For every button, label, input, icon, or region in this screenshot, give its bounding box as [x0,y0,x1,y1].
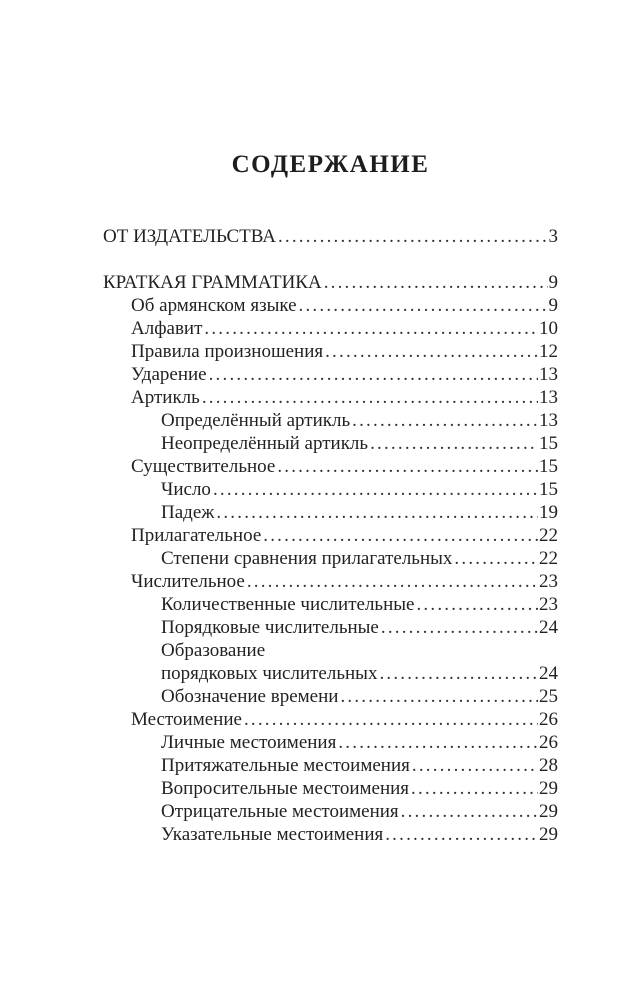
toc-dot-leader [411,777,538,800]
toc-entry-label: Порядковые числительные [161,617,379,638]
toc-dot-leader [277,455,538,478]
toc-page-number: 3 [548,226,558,247]
toc-page-number: 10 [539,318,558,339]
toc-entry-label: Числительное [131,571,245,592]
toc-entry-label: Местоимение [131,709,242,730]
toc-page-number: 15 [539,479,558,500]
toc-entry [103,317,558,340]
toc-page-number: 24 [539,617,558,638]
toc-page-number: 15 [539,433,558,454]
toc-dot-leader [401,800,538,823]
toc-dot-leader [213,478,538,501]
toc-entry [103,800,558,823]
toc-entry-label: Вопросительные местоимения [161,778,410,799]
toc-entry [103,340,558,363]
toc-entry-label: Неопределённый артикль [161,433,369,454]
toc-entry-label: Существительное [131,456,276,477]
toc-entry [103,616,558,639]
toc-dot-leader [340,685,538,708]
toc-entry-label: Личные местоимения [161,732,337,753]
toc-entry-label: Образование [161,640,266,661]
toc-page-number: 29 [539,801,558,822]
toc-page-number: 23 [539,571,558,592]
toc-page-number: 29 [539,778,558,799]
toc-dot-leader [209,363,538,386]
toc-entry-label: КРАТКАЯ ГРАММАТИКА [103,272,322,293]
toc-page-number: 22 [539,548,558,569]
toc-entry [103,501,558,524]
toc-page-number: 26 [539,709,558,730]
toc-dot-leader [352,409,538,432]
toc-entry-label: Указательные местоимения [161,824,384,845]
toc-page-number: 26 [539,732,558,753]
toc-entry [103,662,558,685]
toc-entry-label: Алфавит [131,318,203,339]
toc-entry [103,593,558,616]
toc-page-number: 23 [539,594,558,615]
toc-page-number: 9 [548,272,558,293]
toc-entry [103,685,558,708]
toc-entry [103,455,558,478]
toc-entry-label: Притяжательные местоимения [161,755,410,776]
toc-entry-label: ОТ ИЗДАТЕЛЬСТВА [103,226,276,247]
toc-page-number: 12 [539,341,558,362]
toc-entry-label: Правила произношения [131,341,324,362]
toc-entry-label: Артикль [131,387,200,408]
toc-dot-leader [263,524,538,547]
toc-page-number: 13 [539,410,558,431]
toc-entry [103,363,558,386]
toc-entry [103,570,558,593]
toc-page-number: 13 [539,364,558,385]
toc-text-block [103,150,558,846]
toc-entry-label: Прилагательное [131,525,262,546]
toc-entry-label: Обозначение времени [161,686,339,707]
toc-entry-label: Ударение [131,364,207,385]
toc-entry-label: порядковых числительных [161,663,378,684]
toc-dot-leader [379,662,538,685]
toc-list [103,225,558,846]
toc-page-number: 22 [539,525,558,546]
toc-page-number: 9 [548,295,558,316]
toc-dot-leader [385,823,538,846]
toc-entry [103,271,558,294]
toc-page-number: 28 [539,755,558,776]
toc-entry [103,386,558,409]
toc-dot-leader [338,731,538,754]
toc-entry [103,524,558,547]
toc-entry [103,639,558,662]
toc-dot-leader [202,386,538,409]
toc-page-number: 13 [539,387,558,408]
toc-page-number: 15 [539,456,558,477]
toc-dot-leader [412,754,538,777]
toc-dot-leader [247,570,538,593]
toc-entry [103,432,558,455]
toc-dot-leader [416,593,538,616]
toc-entry-label: Падеж [161,502,215,523]
toc-entry [103,225,558,248]
toc-dot-leader [325,340,538,363]
toc-entry-label: Об армянском языке [131,295,297,316]
toc-page-number: 19 [539,502,558,523]
toc-page-number: 25 [539,686,558,707]
toc-dot-leader [216,501,538,524]
toc-entry [103,754,558,777]
toc-entry [103,547,558,570]
toc-dot-leader [244,708,538,731]
toc-entry [103,294,558,317]
toc-entry [103,731,558,754]
toc-entry-label: Количественные числительные [161,594,415,615]
toc-entry [103,478,558,501]
toc-entry [103,777,558,800]
toc-page-number: 24 [539,663,558,684]
toc-dot-leader [324,271,548,294]
toc-dot-leader [278,225,548,248]
toc-entry [103,823,558,846]
toc-page-number: 29 [539,824,558,845]
toc-entry-label: Определённый артикль [161,410,351,431]
toc-entry [103,708,558,731]
toc-entry-label: Степени сравнения прилагательных [161,548,453,569]
toc-entry-label: Число [161,479,211,500]
page-title: СОДЕРЖАНИЕ [231,151,430,178]
toc-dot-leader [204,317,538,340]
toc-dot-leader [454,547,538,570]
toc-entry-label: Отрицательные местоимения [161,801,399,822]
toc-dot-leader [381,616,538,639]
toc-entry [103,409,558,432]
toc-dot-leader [370,432,538,455]
toc-dot-leader [299,294,548,317]
